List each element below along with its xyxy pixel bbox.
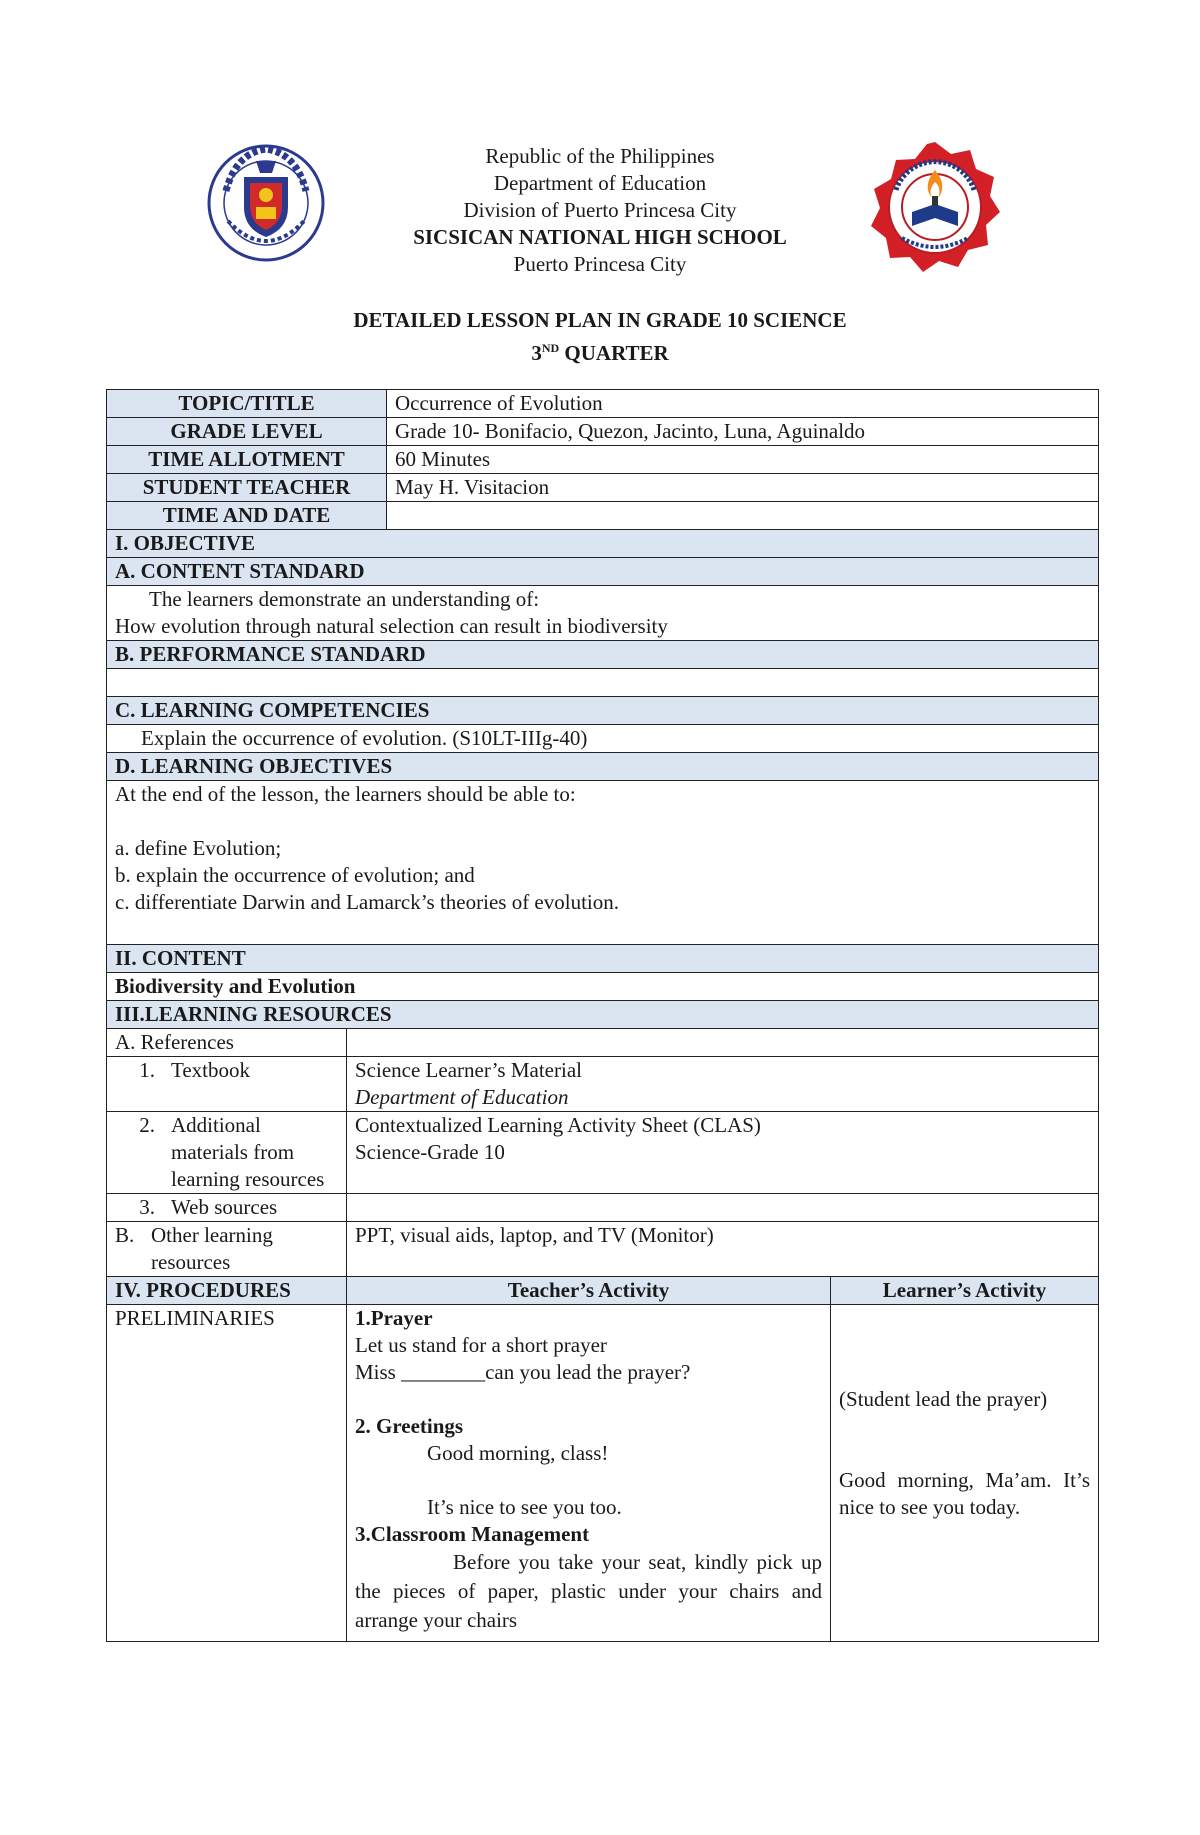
references-row <box>107 1029 1099 1057</box>
resource-value <box>347 1112 1099 1194</box>
prayer-line: Miss ________can you lead the prayer? <box>355 1360 691 1384</box>
info-value <box>387 502 1099 530</box>
preliminaries-row <box>107 1305 1099 1642</box>
info-label: TIME ALLOTMENT <box>107 446 387 474</box>
resource-value-line2: Science-Grade 10 <box>355 1140 505 1164</box>
learning-objectives-body <box>107 781 1099 945</box>
info-row-grade <box>107 418 1099 446</box>
references-value <box>347 1029 1099 1057</box>
content-standard-line2: How evolution through natural selection can result in biodiversity <box>115 614 668 638</box>
references-label: A. References <box>107 1029 347 1057</box>
learning-competencies-body: Explain the occurrence of evolution. (S10LT-IIIg-40) <box>107 725 1099 753</box>
learning-objectives-heading: D. LEARNING OBJECTIVES <box>107 753 1099 781</box>
learner-prayer-response: (Student lead the prayer) <box>839 1387 1048 1411</box>
info-value: Occurrence of Evolution <box>387 390 1099 418</box>
resource-value <box>347 1194 1099 1222</box>
learning-competencies-heading: C. LEARNING COMPETENCIES <box>107 697 1099 725</box>
resource-value-line1: Contextualized Learning Activity Sheet (CLAS) <box>355 1113 761 1137</box>
resource-label: B. Other learning resources <box>107 1222 347 1277</box>
resource-row-web <box>107 1194 1099 1222</box>
greetings-line: It’s nice to see you too. <box>427 1495 622 1519</box>
document-title <box>0 306 1200 367</box>
prayer-line: Let us stand for a short prayer <box>355 1333 607 1357</box>
content-standard-line1: The learners demonstrate an understanding of: <box>149 587 540 611</box>
document-header <box>0 143 1200 278</box>
content-standard-heading: A. CONTENT STANDARD <box>107 558 1099 586</box>
header-republic: Republic of the Philippines <box>485 144 715 168</box>
content-standard-body <box>107 586 1099 641</box>
info-row-topic <box>107 390 1099 418</box>
learner-greeting-response: Good morning, Ma’am. It’s nice to see you today. <box>839 1468 1091 1519</box>
info-row-time-allotment <box>107 446 1099 474</box>
header-city: Puerto Princesa City <box>513 252 687 276</box>
greetings-title: 2. Greetings <box>355 1414 464 1438</box>
info-value: May H. Visitacion <box>387 474 1099 502</box>
learning-objectives-intro: At the end of the lesson, the learners should be able to: <box>115 782 576 806</box>
learning-objective-item: b. explain the occurrence of evolution; and <box>115 863 475 887</box>
classroom-management-title: 3.Classroom Management <box>355 1522 590 1546</box>
info-value: 60 Minutes <box>387 446 1099 474</box>
resource-value-line1: Science Learner’s Material <box>355 1058 582 1082</box>
info-row-time-date <box>107 502 1099 530</box>
lesson-plan-table <box>106 389 1099 1642</box>
learning-objective-item: c. differentiate Darwin and Lamarck’s theories of evolution. <box>115 890 620 914</box>
procedures-header-row <box>107 1277 1099 1305</box>
section-content: II. CONTENT <box>107 945 1099 973</box>
info-label: TOPIC/TITLE <box>107 390 387 418</box>
learner-activity-heading: Learner’s Activity <box>831 1277 1099 1305</box>
learning-objective-item: a. define Evolution; <box>115 836 282 860</box>
teacher-activity-heading: Teacher’s Activity <box>347 1277 831 1305</box>
info-label: STUDENT TEACHER <box>107 474 387 502</box>
resource-row-additional <box>107 1112 1099 1194</box>
resource-label: 1. Textbook <box>107 1057 347 1112</box>
greetings-line: Good morning, class! <box>427 1441 609 1465</box>
resource-value: PPT, visual aids, laptop, and TV (Monitor) <box>347 1222 1099 1277</box>
performance-standard-heading: B. PERFORMANCE STANDARD <box>107 641 1099 669</box>
preliminaries-stage: PRELIMINARIES <box>107 1305 347 1642</box>
info-label: GRADE LEVEL <box>107 418 387 446</box>
classroom-management-text: Before you take your seat, kindly pick up the pieces of paper, plastic under your chairs and arrange your chairs <box>355 1550 823 1632</box>
procedures-heading: IV. PROCEDURES <box>107 1277 347 1305</box>
title-quarter: 3ND QUARTER <box>531 341 669 365</box>
resource-label: 2. Additional materials from learning resources <box>107 1112 347 1194</box>
performance-standard-body <box>107 669 1099 697</box>
resource-row-textbook <box>107 1057 1099 1112</box>
section-learning-resources: III.LEARNING RESOURCES <box>107 1001 1099 1029</box>
header-department: Department of Education <box>493 171 707 195</box>
learner-activity-cell <box>831 1305 1099 1642</box>
info-row-student-teacher <box>107 474 1099 502</box>
teacher-activity-cell <box>347 1305 831 1642</box>
resource-label: 3. Web sources <box>107 1194 347 1222</box>
info-label: TIME AND DATE <box>107 502 387 530</box>
resource-value <box>347 1057 1099 1112</box>
prayer-title: 1.Prayer <box>355 1306 433 1330</box>
header-division: Division of Puerto Princesa City <box>463 198 737 222</box>
info-value: Grade 10- Bonifacio, Quezon, Jacinto, Luna, Aguinaldo <box>387 418 1099 446</box>
resource-value-line2: Department of Education <box>355 1085 569 1109</box>
header-school-name: SICSICAN NATIONAL HIGH SCHOOL <box>413 225 787 249</box>
content-value: Biodiversity and Evolution <box>107 973 1099 1001</box>
title-main: DETAILED LESSON PLAN IN GRADE 10 SCIENCE <box>353 308 847 332</box>
resource-row-other <box>107 1222 1099 1277</box>
section-objective: I. OBJECTIVE <box>107 530 1099 558</box>
